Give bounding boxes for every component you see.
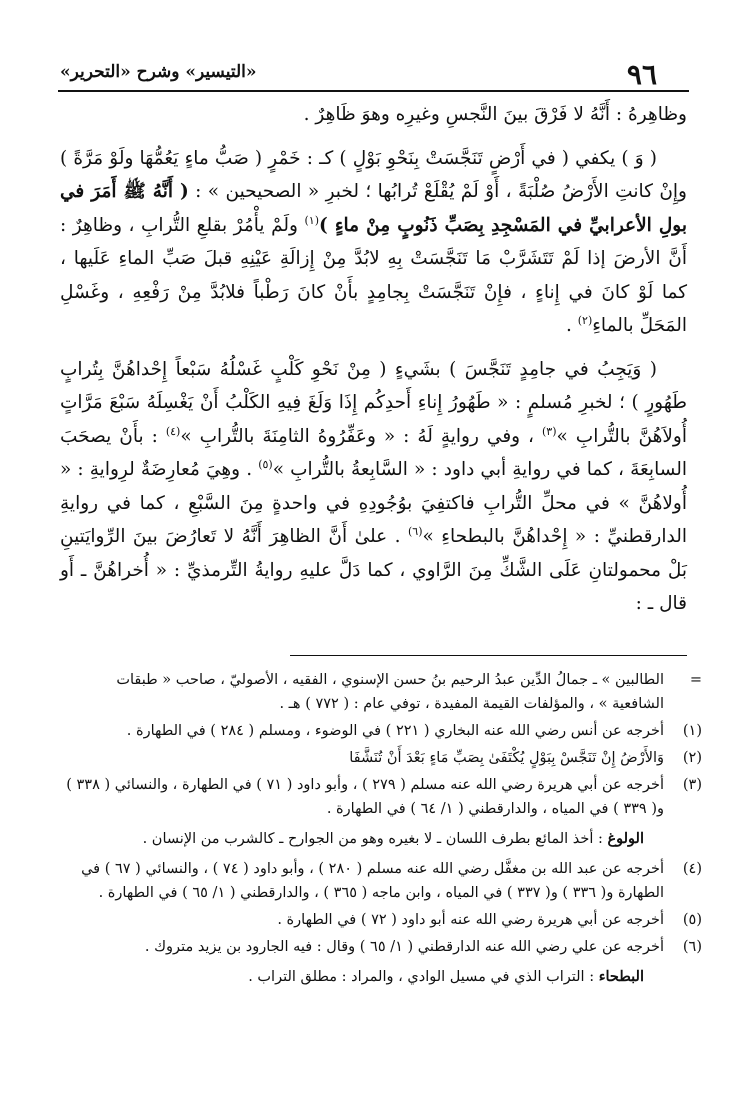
footnote-mark: (٥) <box>682 912 702 928</box>
footnote-3: (٣) أخرجه عن أبي هريرة رضي الله عنه مسلم ( ٢٧٩ ) ، وأبو داود ( ٧١ ) في الطهارة ، والنسائي ( ٣٣٨ ) و( ٣٣٩ ) في المياه ، والدارقطني ( ١/ ٦٤ ) في الطهارة . <box>60 773 702 821</box>
hadith-quote: ( أَنَّهُ ﷺ أَمَرَ في بولِ الأعرابيِّ في المَسْجِدِ بِصَبِّ ذَنُوبٍ مِنْ ماءٍ ) <box>60 181 687 236</box>
footnote-mark: (٤) <box>682 861 702 877</box>
footnote-6: (٦) أخرجه عن علي رضي الله عنه الدارقطني ( ١/ ٦٥ ) وقال : فيه الجارود بن يزيد متروك . <box>60 935 702 959</box>
footnote-2: (٢) وَالأَرْضُ إِنْ تَنَجَّسْ بِبَوْلٍ يُكْتَفَىٰ بِصَبِّ مَاءٍ بَعْدَ أَنْ تُنَشَّفَا <box>60 746 702 770</box>
footnote-ref-3[interactable]: (٣) <box>542 424 557 438</box>
footnote-ref-1[interactable]: (١) <box>304 213 319 227</box>
paragraph-2: ( وَ ) يكفي ( في أَرْضٍ تَنَجَّسَتْ بِنَحْوِ بَوْلٍ ) كـ : خَمْرٍ ( صَبُّ ماءٍ يَعُمُّهَا ولَوْ مَرَّةً ) وإِنْ كانتِ الأَرْضُ صُلْبَةً ، أَوْ لَمْ يُقْلَعْ تُرابُها ؛ لخبرِ « الصحيحين » : ( أَنَّهُ ﷺ أَمَرَ في بولِ الأعرابيِّ في المَسْجِدِ بِصَبِّ ذَنُوبٍ مِنْ ماءٍ )$^{(١)}$ ولَمْ يأْمُرْ بقلعِ التُّرابِ ، وظاهِرٌ : أَنَّ الأرضَ إذا لَمْ تَتَشَرَّبْ مَا تَنَجَّسَتْ بِهِ لابُدَّ مِنْ إِزالَةِ عَيْنِهِ قبلَ صَبِّ الماءِ عَلَيها ، كما لَوْ كانَ في إِناءٍ ، فإِنْ تَنَجَّسَتْ بِجامِدٍ بأَنْ كانَ رَطْباً فلابُدَّ مِنْ رَفْعِهِ ، وغَسْلِ المَحَلِّ بالماءِ$^{(٢)}$ . <box>60 147 687 336</box>
footnote-mark: (١) <box>682 723 702 739</box>
paragraph-1: وظاهِرهُ : أَنَّهُ لا فَرْقَ بينَ النَّجسِ وغيرِه وهوَ ظَاهِرٌ . <box>303 104 687 125</box>
footnote-5: (٥) أخرجه عن أبي هريرة رضي الله عنه أبو داود ( ٧٢ ) في الطهارة . <box>60 908 702 932</box>
footnote-ref-4[interactable]: (٤) <box>165 424 181 438</box>
footnote-mark: (٣) <box>682 777 702 793</box>
footnote-continued: = الطالبين » ـ جمالُ الدِّين عبدُ الرحيم بنُ حسن الإسنوي ، الفقيه ، الأصوليّ ، صاحب « طبقات الشافعية » ، والمؤلفات القيمة المفيدة ، توفي عام : ( ٧٧٢ ) هـ . <box>60 668 702 716</box>
gloss-wulugh: الولوغ : أخذ المائع بطرف اللسان ـ لا بغيره وهو من الجوارح ـ كالشرب من الإنسان . <box>142 830 644 847</box>
footnote-ref-6[interactable]: (٦) <box>407 524 423 538</box>
gloss-bathaa: البطحاء : التراب الذي في مسيل الوادي ، والمراد : مطلق التراب . <box>248 968 644 985</box>
footnote-ref-5[interactable]: (٥) <box>258 457 273 471</box>
footnote-ref-2[interactable]: (٢) <box>577 313 593 327</box>
footnote-rule <box>290 655 687 656</box>
continued-mark: = <box>689 672 702 688</box>
footnote-1: (١) أخرجه عن أنس رضي الله عنه البخاري ( ٢٢١ ) في الوضوء ، ومسلم ( ٢٨٤ ) في الطهارة . <box>60 719 702 743</box>
page-number: ٩٦ <box>626 58 657 91</box>
footnotes <box>60 668 702 995</box>
page-header <box>60 58 657 91</box>
paragraph-3: ( وَيَجِبُ في جامِدٍ تَنَجَّسَ ) بشَيءٍ ( مِنْ نَحْوِ كَلْبٍ غَسْلُهُ سَبْعاً إِحْداهُنَّ بِتُرابٍ طَهُورٍ ) ؛ لخبرِ مُسلمٍ : « طَهُورُ إِناءِ أَحدِكُم إِذَا وَلَغَ فِيهِ الكَلْبُ أَنْ يَغْسِلَهُ سَبْعَ مَرَّاتٍ أُولاَهُنَّ بالتُّرابِ »$^{(٣)}$ ، وفي روايةٍ لَهُ : « وعَفِّرُوهُ الثامِنَةَ بالتُّرابِ »$^{(٤)}$ : بأَنْ يصحَبَ السابِعَةَ ، كما في روايةِ أبي داود : « السَّابِعةُ بالتُّرابِ »$^{(٥)}$ . وهِيَ مُعارِضَةٌ لرِوايةِ : « أُولاهُنَّ » في محلِّ التُّرابِ فاكتفِيَ بوُجُودِهِ في واحدةٍ مِنَ السَّبْعِ ، كما في روايةِ الدارقطنيِّ : « إِحْداهُنَّ بالبطحاءِ »$^{(٦)}$ . علىٰ أَنَّ الظاهِرَ أَنَّهُ لا تَعارُضَ بينَ الرِّوايَتينِ بَلْ محمولتانِ عَلَى الشَّكِّ مِنَ الرَّاوي ، كما دَلَّ عليهِ روايةُ التِّرمذيِّ : « أُخراهُنَّ ـ أَو قال ـ : <box>60 358 688 614</box>
running-title: «التيسير» وشرح «التحرير» <box>60 62 257 82</box>
header-rule <box>58 90 689 92</box>
footnote-4: (٤) أخرجه عن عبد الله بن مغفَّل رضي الله عنه مسلم ( ٢٨٠ ) ، وأبو داود ( ٧٤ ) ، والنسائي ( ٦٧ ) في الطهارة و( ٣٣٦ ) و( ٣٣٧ ) في المياه ، وابن ماجه ( ٣٦٥ ) ، والدارقطني ( ١/ ٦٥ ) في الطهارة . <box>60 857 702 905</box>
footnote-mark: (٢) <box>682 750 702 766</box>
footnote-mark: (٦) <box>682 939 702 955</box>
main-text <box>60 98 687 631</box>
